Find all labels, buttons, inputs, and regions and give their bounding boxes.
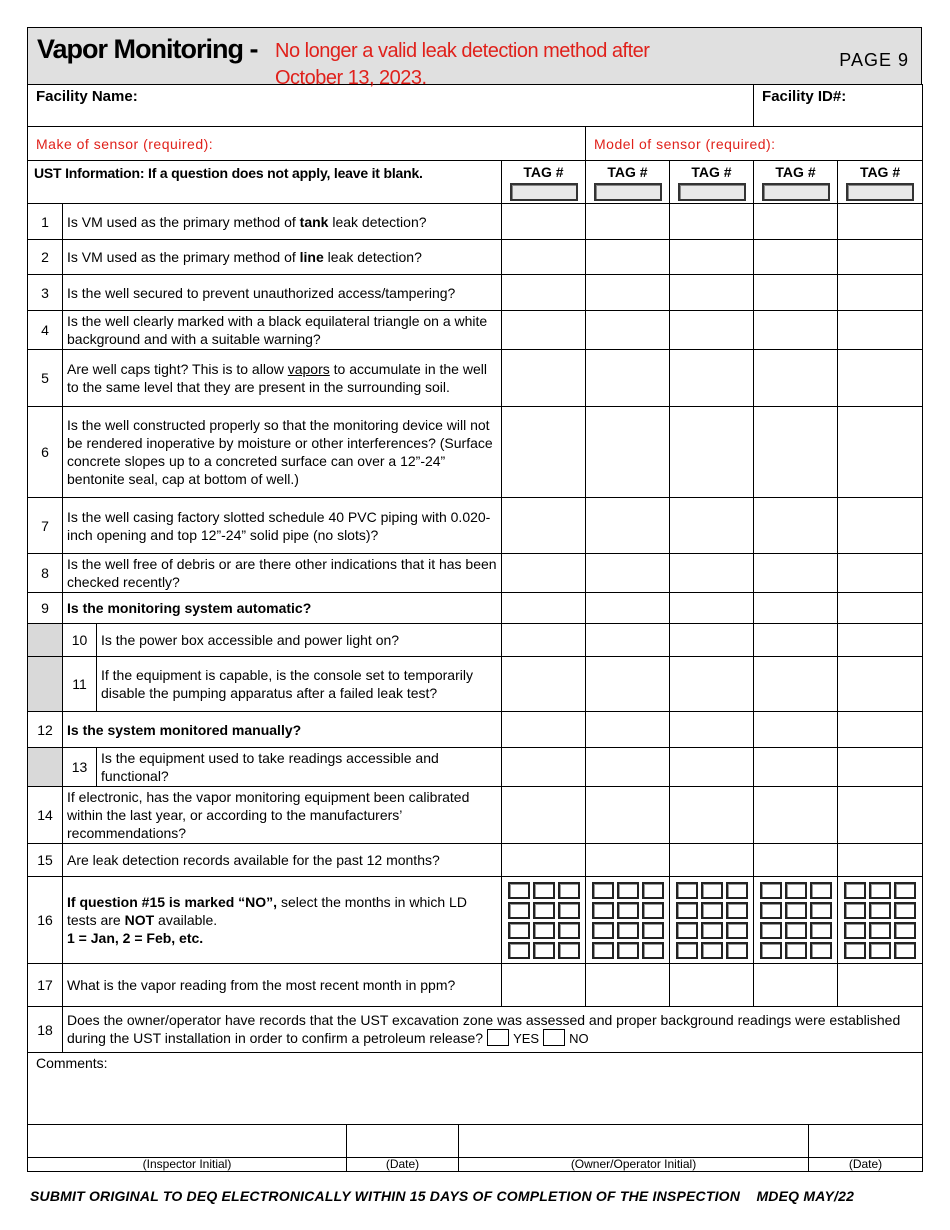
question-text: Is the equipment used to take readings accessible and functional? (97, 748, 502, 787)
answer-cell[interactable] (838, 787, 923, 844)
form (27, 27, 922, 1172)
question-number: 14 (28, 787, 63, 844)
answer-cell[interactable] (502, 712, 586, 748)
answer-cell[interactable] (670, 712, 754, 748)
month-checkbox-grid[interactable] (503, 882, 584, 959)
tag-label: TAG # (523, 164, 564, 180)
answer-cell[interactable] (670, 964, 754, 1007)
answer-cell[interactable] (586, 844, 670, 877)
answer-cell[interactable] (502, 657, 586, 712)
form-header (27, 27, 922, 89)
answer-cell[interactable] (502, 748, 586, 787)
answer-cell[interactable] (838, 350, 923, 407)
answer-cell[interactable] (586, 204, 670, 240)
question-row (28, 844, 923, 877)
answer-cell[interactable] (754, 240, 838, 275)
tag-input-4[interactable] (762, 183, 830, 201)
question-row (28, 748, 923, 787)
month-checkbox-grid[interactable] (587, 882, 668, 959)
answer-cell[interactable] (754, 275, 838, 311)
answer-cell[interactable] (586, 311, 670, 350)
answer-cell[interactable] (754, 407, 838, 498)
question-row (28, 275, 923, 311)
indent-spacer (28, 657, 63, 712)
answer-cell[interactable] (586, 407, 670, 498)
question-row (28, 657, 923, 712)
answer-cell[interactable] (754, 350, 838, 407)
question-number: 6 (28, 407, 63, 498)
page-number: PAGE 9 (839, 50, 909, 70)
answer-cell[interactable] (670, 657, 754, 712)
answer-cell[interactable] (754, 748, 838, 787)
answer-cell[interactable] (670, 311, 754, 350)
sensor-model-field[interactable] (586, 127, 923, 161)
question-text: What is the vapor reading from the most recent month in ppm? (63, 964, 502, 1007)
comments-label: Comments: (36, 1055, 108, 1071)
answer-cell[interactable] (670, 748, 754, 787)
question-text: Is the well clearly marked with a black equilateral triangle on a white background and with a suitable warning? (63, 311, 502, 350)
inspection-table (27, 84, 923, 1125)
answer-cell[interactable] (754, 311, 838, 350)
question-text: If question #15 is marked “NO”, select the months in which LD tests are NOT available. 1 = Jan, 2 = Feb, etc. (63, 877, 502, 964)
comments-field[interactable] (28, 1053, 923, 1125)
footer-note: SUBMIT ORIGINAL TO DEQ ELECTRONICALLY WITHIN 15 DAYS OF COMPLETION OF THE INSPECTION MDEQ MAY/22 (30, 1188, 855, 1204)
answer-cell[interactable] (502, 964, 586, 1007)
question-number: 15 (28, 844, 63, 877)
question-row (28, 787, 923, 844)
question-number: 8 (28, 554, 63, 593)
answer-cell[interactable] (754, 712, 838, 748)
answer-cell[interactable] (502, 275, 586, 311)
question-number: 1 (28, 204, 63, 240)
question-row (28, 964, 923, 1007)
answer-cell[interactable] (754, 554, 838, 593)
month-grid-cell (754, 877, 838, 964)
question-number: 18 (28, 1007, 63, 1053)
signature-table (27, 1125, 923, 1172)
tag-label: TAG # (691, 164, 732, 180)
answer-cell[interactable] (838, 407, 923, 498)
question-row (28, 554, 923, 593)
question-text: Is VM used as the primary method of line leak detection? (63, 240, 502, 275)
question-number: 11 (63, 657, 97, 712)
question-text: Is the power box accessible and power light on? (97, 624, 502, 657)
month-grid-cell (586, 877, 670, 964)
answer-cell[interactable] (838, 964, 923, 1007)
answer-cell[interactable] (670, 593, 754, 624)
date-field-2[interactable] (809, 1125, 923, 1157)
tag-input-2[interactable] (594, 183, 662, 201)
question-text: Are leak detection records available for the past 12 months? (63, 844, 502, 877)
tag-column-5 (838, 161, 923, 204)
no-checkbox[interactable] (543, 1029, 565, 1046)
facility-name-label: Facility Name: (36, 88, 138, 105)
answer-cell[interactable] (754, 787, 838, 844)
question-row (28, 712, 923, 748)
answer-cell[interactable] (502, 844, 586, 877)
question-number: 2 (28, 240, 63, 275)
answer-cell[interactable] (670, 554, 754, 593)
answer-cell[interactable] (586, 275, 670, 311)
answer-cell[interactable] (838, 498, 923, 554)
question-number: 5 (28, 350, 63, 407)
tag-column-4 (754, 161, 838, 204)
question-row (28, 240, 923, 275)
question-row (28, 498, 923, 554)
answer-cell[interactable] (754, 593, 838, 624)
question-row (28, 624, 923, 657)
month-grid-cell (838, 877, 923, 964)
answer-cell[interactable] (586, 657, 670, 712)
answer-cell[interactable] (670, 240, 754, 275)
answer-cell[interactable] (586, 350, 670, 407)
answer-cell[interactable] (586, 240, 670, 275)
question-row (28, 877, 923, 964)
answer-cell[interactable] (502, 240, 586, 275)
question-number: 12 (28, 712, 63, 748)
month-grid-cell (670, 877, 754, 964)
form-title: Vapor Monitoring - (37, 34, 258, 64)
question-row (28, 407, 923, 498)
answer-cell[interactable] (838, 204, 923, 240)
tag-input-3[interactable] (678, 183, 746, 201)
question-row (28, 1007, 923, 1053)
question-text: Is the well free of debris or are there other indications that it has been checked recently? (63, 554, 502, 593)
tag-column-1 (502, 161, 586, 204)
question-number: 17 (28, 964, 63, 1007)
answer-cell[interactable] (502, 311, 586, 350)
answer-cell[interactable] (586, 624, 670, 657)
tag-input-5[interactable] (846, 183, 914, 201)
answer-cell[interactable] (838, 712, 923, 748)
answer-cell[interactable] (670, 204, 754, 240)
date-label-1: (Date) (347, 1157, 459, 1171)
answer-cell[interactable] (502, 593, 586, 624)
question-text: Is the well constructed properly so that the monitoring device will not be rendered inoperative by moisture or other interferences? (Surface concrete slopes up to a concreted surface can over a 12”-24” bentonite seal, cap at bottom of well.) (63, 407, 502, 498)
answer-cell[interactable] (838, 311, 923, 350)
question-row (28, 311, 923, 350)
question-text: Does the owner/operator have records that the UST excavation zone was assessed and proper background readings were established during the UST installation in order to confirm a petroleum release? YES NO (63, 1007, 923, 1053)
answer-cell[interactable] (754, 498, 838, 554)
answer-cell[interactable] (586, 593, 670, 624)
date-label-2: (Date) (809, 1157, 923, 1171)
form-subtitle: No longer a valid leak detection method after October 13, 2023. (275, 40, 650, 89)
month-checkbox-grid[interactable] (671, 882, 752, 959)
month-checkbox-grid[interactable] (755, 882, 836, 959)
question-text: If the equipment is capable, is the console set to temporarily disable the pumping apparatus after a failed leak test? (97, 657, 502, 712)
answer-cell[interactable] (670, 844, 754, 877)
yes-label: YES (513, 1031, 540, 1046)
owner-initial-field[interactable] (459, 1125, 809, 1157)
answer-cell[interactable] (502, 407, 586, 498)
answer-cell[interactable] (586, 787, 670, 844)
answer-cell[interactable] (754, 624, 838, 657)
question-number: 3 (28, 275, 63, 311)
date-field-1[interactable] (347, 1125, 459, 1157)
question-number: 10 (63, 624, 97, 657)
no-label: NO (569, 1031, 589, 1046)
tag-input-1[interactable] (510, 183, 578, 201)
tag-column-2 (586, 161, 670, 204)
answer-cell[interactable] (502, 624, 586, 657)
sensor-model-label: Model of sensor (required): (594, 135, 776, 152)
answer-cell[interactable] (586, 498, 670, 554)
answer-cell[interactable] (586, 964, 670, 1007)
tag-column-3 (670, 161, 754, 204)
facility-id-label: Facility ID#: (762, 88, 847, 105)
answer-cell[interactable] (502, 498, 586, 554)
question-text: Is the well secured to prevent unauthorized access/tampering? (63, 275, 502, 311)
answer-cell[interactable] (670, 350, 754, 407)
question-number: 7 (28, 498, 63, 554)
answer-cell[interactable] (670, 624, 754, 657)
answer-cell[interactable] (586, 554, 670, 593)
answer-cell[interactable] (838, 748, 923, 787)
answer-cell[interactable] (754, 204, 838, 240)
tag-label: TAG # (775, 164, 816, 180)
question-number: 16 (28, 877, 63, 964)
answer-cell[interactable] (586, 712, 670, 748)
answer-cell[interactable] (838, 657, 923, 712)
question-text: Is the well casing factory slotted schedule 40 PVC piping with 0.020-inch opening and top 12”-24” solid pipe (no slots)? (63, 498, 502, 554)
answer-cell[interactable] (502, 350, 586, 407)
question-text: Is the monitoring system automatic? (63, 593, 502, 624)
answer-cell[interactable] (586, 748, 670, 787)
answer-cell[interactable] (670, 275, 754, 311)
tag-label: TAG # (859, 164, 901, 180)
question-number: 9 (28, 593, 63, 624)
yes-checkbox[interactable] (487, 1029, 509, 1046)
inspector-initial-label: (Inspector Initial) (28, 1157, 347, 1171)
month-grid-cell (502, 877, 586, 964)
answer-cell[interactable] (670, 407, 754, 498)
question-text: Are well caps tight? This is to allow vapors to accumulate in the well to the same level that they are present in the surrounding soil. (63, 350, 502, 407)
sensor-make-label: Make of sensor (required): (36, 135, 214, 152)
question-row (28, 593, 923, 624)
question-row (28, 204, 923, 240)
answer-cell[interactable] (838, 844, 923, 877)
question-number: 4 (28, 311, 63, 350)
answer-cell[interactable] (670, 787, 754, 844)
facility-id-field[interactable] (754, 85, 923, 127)
answer-cell[interactable] (502, 787, 586, 844)
tag-label: TAG # (607, 164, 648, 180)
answer-cell[interactable] (502, 204, 586, 240)
question-number: 13 (63, 748, 97, 787)
question-text: Is VM used as the primary method of tank leak detection? (63, 204, 502, 240)
answer-cell[interactable] (670, 498, 754, 554)
answer-cell[interactable] (754, 964, 838, 1007)
answer-cell[interactable] (838, 593, 923, 624)
answer-cell[interactable] (754, 844, 838, 877)
indent-spacer (28, 748, 63, 787)
answer-cell[interactable] (838, 624, 923, 657)
answer-cell[interactable] (502, 554, 586, 593)
answer-cell[interactable] (754, 657, 838, 712)
inspector-initial-field[interactable] (28, 1125, 347, 1157)
answer-cell[interactable] (838, 275, 923, 311)
question-row (28, 350, 923, 407)
answer-cell[interactable] (838, 240, 923, 275)
answer-cell[interactable] (838, 554, 923, 593)
owner-initial-label: (Owner/Operator Initial) (459, 1157, 809, 1171)
question-text: Is the system monitored manually? (63, 712, 502, 748)
indent-spacer (28, 624, 63, 657)
sensor-make-field[interactable] (28, 127, 586, 161)
question-text: If electronic, has the vapor monitoring equipment been calibrated within the last year, or according to the manufacturers’ recommendations? (63, 787, 502, 844)
month-checkbox-grid[interactable] (839, 882, 921, 959)
ust-info-label: UST Information: If a question does not apply, leave it blank. (28, 161, 502, 204)
